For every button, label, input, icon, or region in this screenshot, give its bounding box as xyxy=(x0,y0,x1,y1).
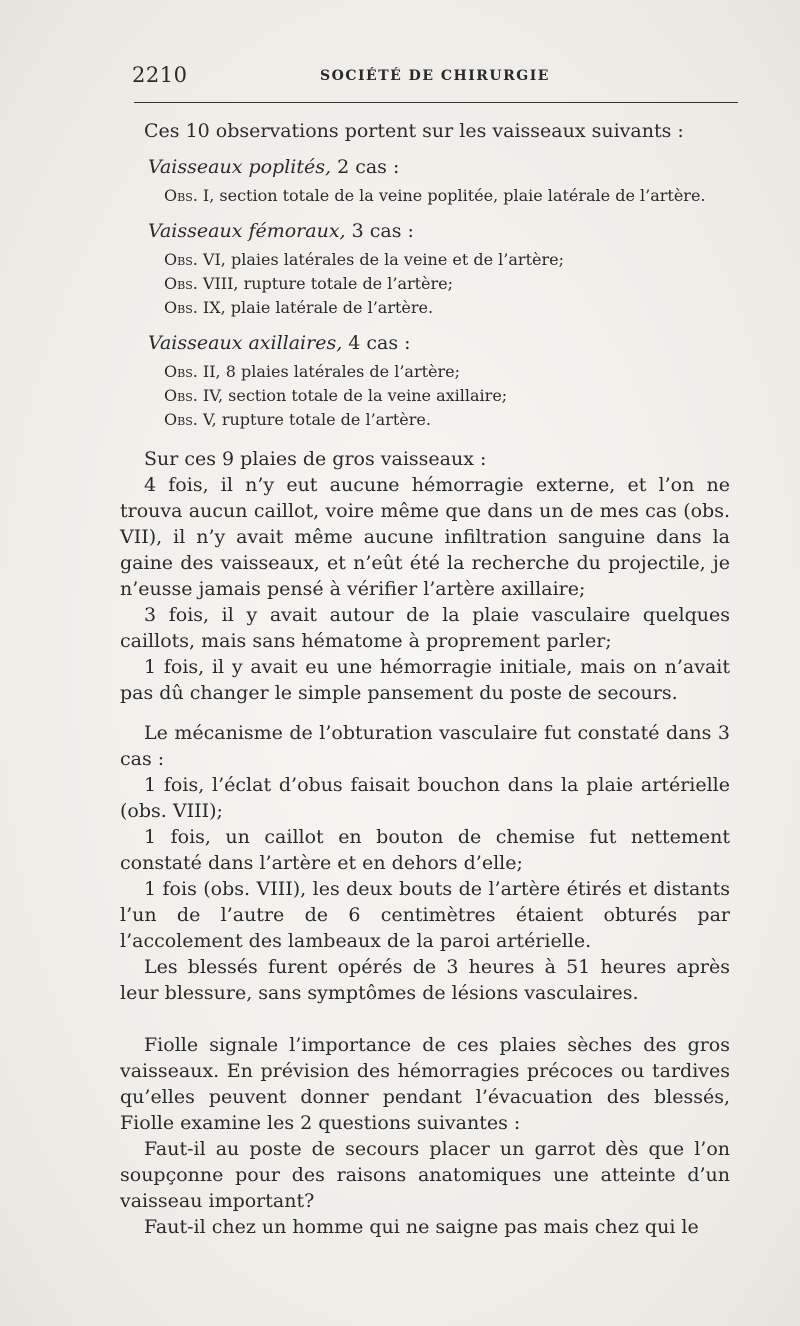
obs-abbrev: Obs. xyxy=(164,298,198,317)
paragraph: 1 fois, il y avait eu une hémorragie initiale, mais on n’avait pas dû changer le simple pansement du poste de secours. xyxy=(120,656,730,704)
paragraph: 3 fois, il y avait autour de la plaie vasculaire quelques caillots, mais sans hématome à proprement parler; xyxy=(120,604,730,652)
page-header xyxy=(132,63,738,93)
category-heading xyxy=(148,218,730,244)
category-femoral xyxy=(120,218,730,320)
paragraph: Sur ces 9 plaies de gros vaisseaux : xyxy=(144,448,487,470)
obs-abbrev: Obs. xyxy=(164,274,198,293)
category-label: Vaisseaux axillaires, xyxy=(148,332,343,354)
category-count: 3 cas : xyxy=(345,220,414,242)
running-head: SOCIÉTÉ DE CHIRURGIE xyxy=(320,68,550,84)
header-rule xyxy=(134,102,738,103)
body-text xyxy=(120,118,730,1240)
paragraph: 4 fois, il n’y eut aucune hémorragie externe, et l’on ne trouva aucun caillot, voire même que dans un de mes cas (obs. VII), il n’y avait même aucune infiltration sanguine dans la gaine des vaisseaux, et n’eût été la recherche du projectile, je n’eusse jamais pensé à vérifier l’artère axillaire; xyxy=(120,474,730,600)
obs-text: VIII, rupture totale de l’artère; xyxy=(197,274,454,293)
category-axillary xyxy=(120,330,730,432)
paragraph: Le mécanisme de l’obturation vasculaire fut constaté dans 3 cas : xyxy=(120,722,730,770)
obs-abbrev: Obs. xyxy=(164,250,198,269)
obs-text: IX, plaie latérale de l’artère. xyxy=(197,298,434,317)
category-label: Vaisseaux poplités, xyxy=(148,156,332,178)
category-count: 4 cas : xyxy=(342,332,411,354)
obs-text: IV, section totale de la veine axillaire; xyxy=(197,386,508,405)
obs-item xyxy=(164,384,730,408)
paragraph: 1 fois, un caillot en bouton de chemise fut nettement constaté dans l’artère et en dehors d’elle; xyxy=(120,826,730,874)
page-number: 2210 xyxy=(132,63,188,87)
obs-text: V, rupture totale de l’artère. xyxy=(197,410,431,429)
paragraph: Les blessés furent opérés de 3 heures à 51 heures après leur blessure, sans symptômes de lésions vasculaires. xyxy=(120,956,730,1004)
intro-paragraph: Ces 10 observations portent sur les vaisseaux suivants : xyxy=(144,120,684,142)
category-heading xyxy=(148,154,730,180)
obs-abbrev: Obs. xyxy=(164,186,198,205)
obs-item xyxy=(164,184,730,208)
obs-item xyxy=(164,296,730,320)
obs-abbrev: Obs. xyxy=(164,410,198,429)
category-label: Vaisseaux fémoraux, xyxy=(148,220,346,242)
obs-abbrev: Obs. xyxy=(164,386,198,405)
obs-item xyxy=(164,408,730,432)
obs-item xyxy=(164,272,730,296)
category-heading xyxy=(148,330,730,356)
obs-text: I, section totale de la veine poplitée, plaie latérale de l’artère. xyxy=(197,186,706,205)
obs-item xyxy=(164,360,730,384)
obs-item xyxy=(164,248,730,272)
paragraph: 1 fois (obs. VIII), les deux bouts de l’artère étirés et distants l’un de l’autre de 6 centimètres étaient obturés par l’accolement des lambeaux de la paroi artérielle. xyxy=(120,878,730,952)
obs-abbrev: Obs. xyxy=(164,362,198,381)
paragraph: Faut-il chez un homme qui ne saigne pas mais chez qui le xyxy=(144,1216,699,1238)
category-count: 2 cas : xyxy=(331,156,400,178)
obs-text: II, 8 plaies latérales de l’artère; xyxy=(197,362,460,381)
obs-text: VI, plaies latérales de la veine et de l’artère; xyxy=(197,250,564,269)
paragraph: Faut-il au poste de secours placer un garrot dès que l’on soupçonne pour des raisons anatomiques une atteinte d’un vaisseau important? xyxy=(120,1138,730,1212)
paragraph: 1 fois, l’éclat d’obus faisait bouchon dans la plaie artérielle (obs. VIII); xyxy=(120,774,730,822)
category-popliteal xyxy=(120,154,730,208)
paragraph: Fiolle signale l’importance de ces plaies sèches des gros vaisseaux. En prévision des hémorragies précoces ou tardives qu’elles peuvent donner pendant l’évacuation des blessés, Fiolle examine les 2 questions suivantes : xyxy=(120,1034,730,1134)
